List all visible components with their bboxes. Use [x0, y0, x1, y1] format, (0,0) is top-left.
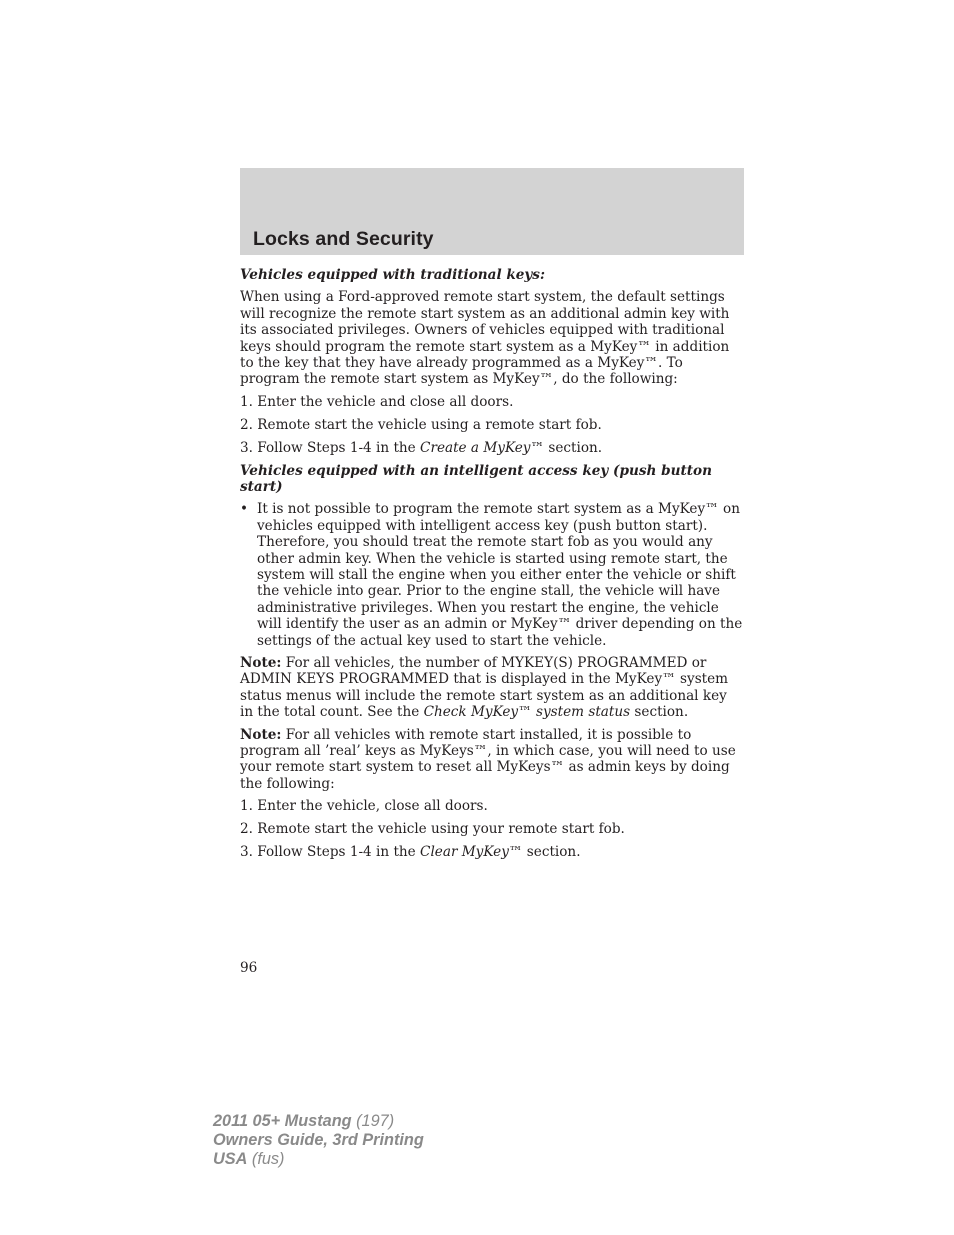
reset-step-3-suffix: section. [522, 844, 581, 861]
footer-model: 2011 05+ Mustang [213, 1112, 352, 1130]
traditional-step-3-suffix: section. [544, 439, 603, 456]
reset-step-2: 2. Remote start the vehicle using your remote start fob. [240, 821, 625, 838]
traditional-step-1: 1. Enter the vehicle and close all doors. [240, 393, 514, 410]
note-key-count [240, 655, 744, 721]
document-footer [213, 1112, 424, 1169]
footer-market-code: (fus) [247, 1150, 285, 1168]
intelligent-access-bullet-text: It is not possible to program the remote start system as a MyKey™ on vehicles equipped with intelligent access key (push button start). Therefore, you should treat the remote start fob as you would any other admin key. When the vehicle is started using remote start, the system will stall the engine when you either enter the vehicle or shift the vehicle into gear. Prior to the engine stall, the vehicle will have administrative privileges. When you restart the engine, the vehicle will identify the user as an admin or MyKey™ driver depending on the settings of the actual key used to start the vehicle. [257, 501, 743, 649]
traditional-keys-intro: When using a Ford-approved remote start system, the default settings will recognize the remote start system as an additional admin key with its associated privileges. Owners of vehicles equipped with traditional keys should program the remote start system as a MyKey™ in addition to the key that they have already programmed as a MyKey™. To program the remote start system as MyKey™, do the following: [240, 289, 730, 388]
reset-step-3 [240, 844, 744, 860]
section-header-band [240, 168, 744, 255]
footer-model-code: (197) [351, 1112, 395, 1130]
note-key-count-text: For all vehicles, the number of MYKEY(S) PROGRAMMED or ADMIN KEYS PROGRAMMED that is displayed in the MyKey™ system status menus will include the remote start system as an additional key in the total count. See the [240, 655, 729, 721]
check-mykey-reference: Check MyKey™ system status [423, 704, 631, 721]
note-label: Note: [240, 726, 282, 743]
footer-guide: Owners Guide, 3rd Printing [213, 1131, 424, 1149]
intelligent-access-bullet [240, 501, 744, 649]
intelligent-access-heading: Vehicles equipped with an intelligent access key (push button start) [240, 462, 713, 495]
note-reset-keys [240, 727, 744, 793]
page-content [240, 267, 744, 867]
page-number: 96 [240, 960, 258, 976]
footer-model-line [213, 1112, 424, 1131]
footer-market: USA [213, 1150, 248, 1168]
traditional-step-2: 2. Remote start the vehicle using a remote start fob. [240, 416, 602, 433]
create-mykey-reference: Create a MyKey™ [420, 439, 545, 456]
section-title: Locks and Security [253, 228, 434, 250]
note-key-count-suffix: section. [630, 704, 689, 721]
note-reset-keys-text: For all vehicles with remote start installed, it is possible to program all ’real’ keys as MyKeys™, in which case, you will need to use your remote start system to reset all MyKeys™ as admin keys by doing the following: [240, 726, 736, 792]
footer-guide-line [213, 1131, 424, 1150]
clear-mykey-reference: Clear MyKey™ [420, 844, 523, 861]
reset-step-3-text: 3. Follow Steps 1-4 in the [240, 844, 421, 861]
bullet-icon: • [240, 501, 249, 518]
note-label: Note: [240, 655, 282, 672]
traditional-keys-heading: Vehicles equipped with traditional keys: [240, 267, 545, 283]
reset-step-1: 1. Enter the vehicle, close all doors. [240, 798, 488, 815]
footer-market-line [213, 1150, 424, 1169]
traditional-step-3-text: 3. Follow Steps 1-4 in the [240, 439, 421, 456]
traditional-step-3 [240, 440, 744, 456]
